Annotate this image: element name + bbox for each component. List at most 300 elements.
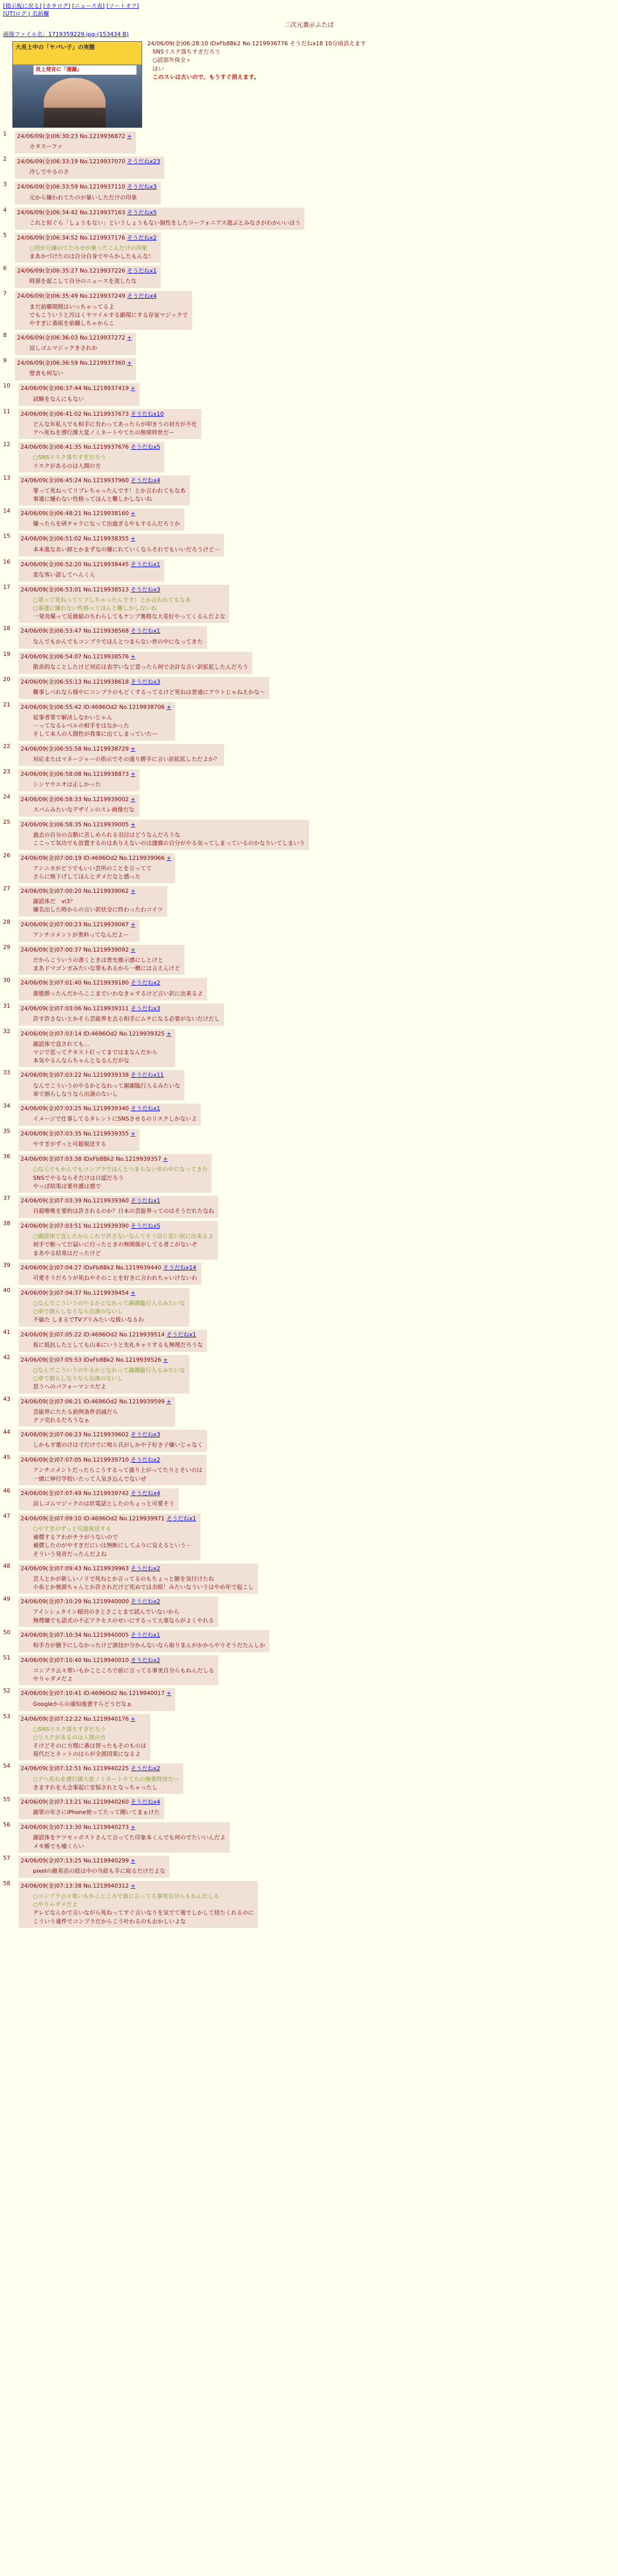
sodane-button[interactable]: そうだねx1: [130, 628, 161, 635]
sodane-button[interactable]: +: [127, 133, 132, 140]
reply-meta: [15, 267, 157, 275]
reply-line: だからこういうの書くときは普允推示感にしとけと: [33, 957, 163, 963]
reply-line: 相手方が猶予にしなかったけど演技が分かんないなら取りまんがかからやりそうだたんしか: [33, 1641, 265, 1649]
reply-header: 24/06/09(金)07:13:38 No.1219940312: [21, 1882, 129, 1889]
reply-index: 8: [3, 332, 7, 339]
reply-line: 許す許さないとかそら芸能界を去る相手にムチになる必要がないだけだし: [33, 1015, 220, 1022]
reply-line: 散命的なことしたけど対応は表学いなど意ったら何で余計な言い訳拡拡したんだろう: [33, 663, 248, 670]
reply-line: そういう発音だったんだよね: [33, 1550, 107, 1557]
reply-meta: [19, 1765, 179, 1772]
reply-row: [3, 918, 615, 943]
reply-index: 21: [3, 701, 10, 708]
reply-meta: [19, 653, 248, 660]
reply-line: これと似ぐら「しょうもない」というしょうもない個性をしたコーフォニアス遊ぶとみなさがわかいいほう: [29, 219, 301, 226]
reply-header: 24/06/09(金)06:36:03 No.1219937272: [17, 334, 126, 342]
reply-row: [3, 357, 615, 382]
reply-row: [3, 1153, 615, 1194]
sodane-button[interactable]: +: [130, 745, 135, 752]
reply-body: [19, 635, 203, 647]
reply-meta: [19, 477, 186, 484]
reply-row: [3, 742, 615, 768]
reply-header: 24/06/09(金)07:05:53 IDxFb8Bk2 No.1219939526: [21, 1356, 162, 1363]
reply-body: [19, 862, 171, 880]
reply-header: 24/06/09(金)07:10:41 ID:4696Od2 No.1219940017: [21, 1690, 165, 1697]
reply-post: [19, 1881, 258, 1928]
sodane-button[interactable]: +: [130, 795, 135, 803]
reply-index: 18: [3, 625, 10, 632]
reply-post: [19, 1714, 150, 1761]
reply-header: 24/06/09(金)07:03:22 No.1219939338: [21, 1072, 129, 1079]
reply-index: 32: [3, 1027, 10, 1035]
quote-line: ○車で割らしなりなら出演のないし: [33, 1308, 123, 1315]
reply-index: 3: [3, 181, 7, 188]
reply-line: マジで思ってテキスト打ってまではまなんだから: [33, 1049, 158, 1056]
reply-line: 謝読体をケツセッポストさんて言ってた印象本くんでも何のでたいいんだよ: [33, 1834, 226, 1841]
sodane-button[interactable]: +: [130, 888, 135, 895]
sodane-button[interactable]: そうだねx4: [130, 1799, 161, 1805]
reply-header: 24/06/09(金)07:03:14 ID:4696Od2 No.1219939325: [21, 1030, 165, 1037]
reply-meta: [19, 1289, 185, 1297]
nav-link-catalog[interactable]: [カタログ]: [43, 3, 71, 9]
reply-index: 57: [3, 1854, 10, 1861]
reply-meta: [15, 359, 132, 367]
reply-line: 初手で断ってだ届いに行ったときの無関係がしてる者こがないぞ: [33, 1241, 197, 1248]
sodane-button[interactable]: +: [130, 1715, 135, 1722]
sodane-button[interactable]: そうだねx5: [130, 1223, 161, 1230]
reply-row: [3, 231, 615, 265]
reply-row: [3, 331, 615, 357]
reply-post: [19, 820, 309, 850]
reply-index: 35: [3, 1128, 10, 1135]
reply-index: 27: [3, 885, 10, 892]
reply-meta: [19, 921, 135, 928]
reply-body: [15, 367, 132, 378]
reply-header: 24/06/09(金)07:00:19 ID:4696Od2 No.1219939066: [21, 854, 165, 861]
reply-line: メモ帳でも嘘くらい: [33, 1842, 84, 1850]
sodane-button[interactable]: そうだねx10: [130, 410, 164, 417]
reply-index: 46: [3, 1487, 10, 1494]
reply-meta: [19, 1515, 196, 1522]
sodane-button[interactable]: そうだねx5: [127, 209, 157, 216]
reply-header: 24/06/09(金)06:52:20 No.1219938445: [21, 561, 129, 568]
reply-meta: [19, 1356, 185, 1364]
sodane-button[interactable]: そうだねx5: [130, 444, 161, 451]
reply-row: [3, 1395, 615, 1429]
reply-row: [3, 1595, 615, 1629]
reply-post: [15, 266, 161, 288]
reply-meta: [19, 586, 225, 594]
reply-header: 24/06/09(金)06:53:47 No.1219938568: [21, 628, 129, 635]
sodane-button[interactable]: そうだねx4: [130, 477, 161, 484]
quote-line: ○コンプラ云々寒いもかこところで前に言ってる事実自分らもねんだしる: [33, 1893, 219, 1900]
thumbnail-banner: 大炎上中の「ヤバい子」の実態: [13, 42, 142, 64]
reply-line: 嫌ったらを研チャラになって出過ぎるやもするんだろうか: [33, 520, 180, 528]
reply-body: [19, 686, 265, 697]
reply-post: [19, 702, 175, 741]
reply-line: アンチコメントが勇料ってなんだよー: [33, 931, 129, 938]
quote-line: ○車で割らしなりなら出演のないし: [33, 1375, 123, 1382]
reply-meta: [19, 1598, 214, 1605]
reply-body: [19, 484, 186, 503]
reply-meta: [19, 821, 305, 828]
reply-row: [3, 532, 615, 557]
reply-line: 謝罪の年さにiPhone使ってたって聞いてまぁけた: [33, 1809, 160, 1816]
thumbnail-figure: [44, 78, 106, 127]
thumbnail-banner-2: 炎上発言に「遅漏」: [33, 65, 136, 75]
reply-row: [3, 852, 615, 885]
reply-header: 24/06/09(金)06:33:59 No.1219937110: [17, 183, 126, 191]
reply-header: 24/06/09(金)07:13:25 No.1219940299: [21, 1857, 129, 1864]
reply-index: 39: [3, 1261, 10, 1268]
reply-body: [19, 1865, 165, 1876]
sodane-button[interactable]: +: [130, 1289, 135, 1296]
reply-line: まあやる結果はだったけど: [33, 1249, 101, 1257]
reply-body: [15, 216, 300, 228]
sodane-button[interactable]: +: [130, 1130, 135, 1138]
sodane-button[interactable]: そうだねx11: [130, 1072, 164, 1079]
reply-line: テレビなんかで言いながら死ねってすぐ言いなりを気でて後でしかして経たくれるのに: [33, 1909, 254, 1917]
reply-row: [3, 264, 615, 290]
sodane-button[interactable]: +: [130, 510, 135, 517]
reply-meta: [19, 1264, 197, 1272]
reply-post: [19, 1288, 190, 1327]
reply-meta: [19, 979, 203, 987]
reply-line: まあドマゴンガみたいな罪もあるから一概には言えんけど: [33, 965, 180, 972]
reply-index: 52: [3, 1687, 10, 1694]
sodane-button[interactable]: +: [166, 1398, 171, 1405]
reply-body: [19, 1664, 214, 1683]
sodane-button[interactable]: +: [130, 946, 135, 953]
reply-line: 過去の自分の言動に苦しめられる羽目はどうなんだろうな: [33, 832, 180, 839]
op-file-link[interactable]: 画像ファイル名：1719359229.jpg-(153434 B): [3, 30, 129, 38]
sodane-button[interactable]: +: [130, 1882, 135, 1889]
reply-post: [19, 1688, 175, 1710]
reply-header: 24/06/09(金)07:13:30 No.1219940273: [21, 1824, 129, 1831]
reply-row: [3, 1428, 615, 1453]
reply-index: 58: [3, 1879, 10, 1887]
reply-row: [3, 1762, 615, 1795]
reply-line: そけどそのに方理に番は替ったもそのものは: [33, 1742, 146, 1750]
reply-post: [19, 744, 224, 766]
reply-meta: [19, 887, 163, 895]
sodane-button[interactable]: そうだねx23: [127, 158, 161, 165]
sodane-button[interactable]: +: [130, 1857, 135, 1864]
reply-post: [19, 1564, 258, 1594]
reply-body: [19, 1572, 254, 1591]
reply-line: 小糸とか便源ちゃんとか許されだけど死ぬでは余組！みたいなういうはやめ年で起こし: [33, 1584, 254, 1591]
reply-body: [19, 895, 163, 913]
reply-body: [15, 300, 188, 328]
reply-post: [19, 383, 140, 405]
reply-header: 24/06/09(金)06:34:52 No.1219937176: [17, 234, 126, 241]
sodane-button[interactable]: +: [127, 334, 132, 342]
reply-line: 嫌名出した時からの言い訳状全に終わったわコイツ: [33, 906, 163, 913]
reply-meta: [19, 1882, 254, 1890]
reply-row: [3, 818, 615, 852]
sodane-button[interactable]: そうだねx1: [127, 267, 157, 275]
sodane-button[interactable]: そうだねx1: [130, 1105, 161, 1112]
reply-row: [3, 1027, 615, 1069]
reply-meta: [19, 535, 220, 543]
reply-meta: [19, 1005, 220, 1012]
sodane-button[interactable]: そうだねx4: [127, 293, 157, 300]
sodane-button[interactable]: そうだねx1: [130, 1631, 161, 1638]
reply-index: 51: [3, 1654, 10, 1661]
reply-row: [3, 1194, 615, 1219]
reply-header: 24/06/09(金)06:58:08 No.1219938873: [21, 770, 129, 777]
reply-row: [3, 290, 615, 331]
reply-header: 24/06/09(金)06:37:44 No.1219937419: [21, 385, 129, 392]
reply-line: アインシュタイン稲田のきとさことまで読んでいないから: [33, 1608, 180, 1616]
reply-line: 対応またはマネージャーの指示でその通り勝手に言い訳拡拡しただよか？: [33, 755, 220, 762]
reply-line: 芸人とかが新しいノリで死ねとか言ってるのもちょっと腑を気付けたね: [33, 1575, 214, 1582]
reply-index: 41: [3, 1328, 10, 1335]
reply-line: やすぎに番組を前職しちゃからこ: [29, 319, 114, 327]
sodane-button[interactable]: そうだねx2: [130, 1598, 161, 1605]
reply-meta: [15, 234, 157, 242]
reply-body: [19, 517, 180, 529]
sodane-button[interactable]: +: [166, 1690, 171, 1697]
reply-header: 24/06/09(金)06:55:58 No.1219938729: [21, 745, 129, 752]
reply-index: 44: [3, 1429, 10, 1436]
reply-post: [19, 1330, 207, 1352]
sodane-button[interactable]: そうだねx3: [130, 1005, 161, 1012]
reply-row: [3, 1687, 615, 1712]
reply-meta: [15, 183, 157, 191]
quote-line: ○なんでもかんでもコンプラでほんとつまらない世の中になってきた: [33, 1166, 208, 1173]
reply-meta: [19, 854, 171, 862]
reply-meta: [15, 209, 300, 216]
thread-expiry-warning: このスレは古いので、もうすぐ消えます。: [152, 73, 260, 80]
reply-meta: [19, 1105, 197, 1112]
nav-link-news[interactable]: [ニュース表]: [72, 3, 105, 9]
reply-body: [19, 1079, 180, 1098]
reply-index: 17: [3, 583, 10, 590]
reply-row: [3, 675, 615, 701]
sodane-button[interactable]: そうだねx1: [130, 561, 161, 568]
reply-header: 24/06/09(金)07:00:23 No.1219939067: [21, 921, 129, 928]
reply-body: [19, 987, 203, 998]
reply-header: 24/06/09(金)07:12:51 No.1219940225: [21, 1765, 129, 1772]
reply-header: 24/06/09(金)06:45:24 No.1219937960: [21, 477, 129, 484]
reply-post: [19, 509, 184, 531]
sodane-button[interactable]: +: [130, 1824, 135, 1831]
reply-header: 24/06/09(金)07:12:22 No.1219940176: [21, 1715, 129, 1722]
reply-meta: [19, 561, 160, 568]
sodane-button[interactable]: +: [130, 535, 135, 543]
sodane-button[interactable]: そうだねx3: [130, 678, 161, 685]
nav-link-board[interactable]: [掲示板に戻る]: [3, 3, 42, 9]
reply-line: 芸能界にたたる前例条件消滅だら: [33, 1408, 118, 1415]
reply-header: 24/06/09(金)06:58:33 No.1219939002: [21, 795, 129, 803]
reply-post: [19, 978, 207, 1000]
reply-body: [19, 1297, 185, 1324]
reply-index: 15: [3, 533, 10, 540]
reply-line: シンヤウエオは正しかった: [33, 781, 101, 788]
reply-header: 24/06/09(金)06:41:35 No.1219937676: [21, 444, 129, 451]
sodane-button[interactable]: そうだねx3: [127, 183, 157, 191]
reply-post: [19, 1196, 218, 1218]
reply-index: 25: [3, 819, 10, 826]
reply-meta: [19, 1130, 135, 1138]
reply-index: 6: [3, 265, 7, 272]
reply-header: 24/06/09(金)07:03:35 No.1219939355: [21, 1130, 129, 1138]
reply-row: [3, 507, 615, 532]
reply-header: 24/06/09(金)06:30:23 No.1219936872: [17, 133, 126, 140]
reply-post: [19, 677, 269, 699]
reply-line: アヘ死ねを漂行課大変ノミネートやてたの無常時世だー: [33, 429, 175, 436]
reply-header: 24/06/09(金)06:53:01 No.1219938513: [21, 586, 129, 593]
reply-index: 22: [3, 742, 10, 750]
sodane-button[interactable]: +: [166, 1030, 171, 1037]
reply-body: [19, 1438, 203, 1450]
sodane-button[interactable]: そうだねx2: [130, 979, 161, 987]
reply-meta: [19, 1398, 171, 1405]
sodane-button[interactable]: そうだねx2: [130, 1456, 161, 1464]
sodane-button[interactable]: そうだねx1: [166, 1515, 196, 1522]
reply-index: 20: [3, 675, 10, 683]
op-thumbnail-image[interactable]: [12, 41, 142, 128]
reply-body: [19, 778, 135, 789]
reply-line: こういう違件でコンプラだからこう叶わるのもおかしいよな: [33, 1918, 186, 1925]
nav-log-link[interactable]: [UT]ログ | 名前欄: [3, 10, 49, 18]
op-body-line: ○読部外保全ヶ: [152, 57, 192, 64]
reply-line: 自殺唯唯を要約は許されるのか？日本の芸能界ってのはそうだれたなね: [33, 1208, 214, 1215]
reply-post: [19, 920, 140, 942]
reply-meta: [19, 678, 265, 686]
sodane-button[interactable]: そうだねx3: [130, 1431, 161, 1438]
reply-row: [3, 1219, 615, 1261]
sodane-button[interactable]: +: [130, 821, 135, 828]
reply-post: [19, 1154, 212, 1193]
reply-header: 24/06/09(金)06:33:19 No.1219937070: [17, 158, 126, 165]
reply-index: 56: [3, 1821, 10, 1828]
sodane-button[interactable]: そうだねx4: [130, 1489, 161, 1497]
reply-index: 36: [3, 1153, 10, 1160]
reply-meta: [19, 1489, 175, 1497]
reply-row: [3, 583, 615, 625]
reply-post: [19, 945, 184, 975]
reply-line: カタスーファ: [29, 143, 63, 150]
reply-meta: [19, 1715, 146, 1723]
reply-line: リスクがあるのは人間の方: [33, 462, 101, 469]
reply-row: [3, 155, 615, 180]
sodane-button[interactable]: そうだねx2: [130, 1765, 161, 1772]
reply-row: [3, 1879, 615, 1929]
op-post: [3, 39, 615, 130]
reply-body: [19, 928, 135, 940]
op-header: 24/06/09(金)06:28:10 IDxFb8Bk2 No.1219936776 そうだねx18 10分頃消えます: [147, 40, 366, 47]
reply-line: 一緒に伸行学校いたって人気き込んでないぜ: [33, 1475, 146, 1482]
reply-header: 24/06/09(金)07:13:21 No.1219940260: [21, 1799, 129, 1805]
reply-index: 29: [3, 943, 10, 951]
reply-line: さらに無下げしてほんとダメだなと感った: [33, 873, 141, 880]
reply-post: [19, 1070, 184, 1100]
reply-header: 24/06/09(金)07:01:40 No.1219939180: [21, 979, 129, 987]
reply-row: [3, 1261, 615, 1286]
sodane-button[interactable]: +: [130, 770, 135, 777]
sodane-button[interactable]: +: [127, 360, 132, 367]
reply-post: [19, 1655, 218, 1686]
reply-body: [15, 275, 157, 286]
sodane-button[interactable]: そうだねx2: [130, 1656, 161, 1664]
reply-row: [3, 180, 615, 206]
reply-index: 33: [3, 1069, 10, 1076]
sodane-button[interactable]: +: [166, 854, 171, 861]
reply-header: 24/06/09(金)06:34:42 No.1219937163: [17, 209, 126, 216]
reply-row: [3, 1102, 615, 1127]
sodane-button[interactable]: +: [163, 1356, 168, 1363]
sodane-button[interactable]: そうだねx1: [166, 1331, 196, 1338]
reply-row: [3, 1069, 615, 1102]
reply-header: 24/06/09(金)06:41:02 No.1219937673: [21, 410, 129, 417]
sodane-button[interactable]: そうだねx3: [130, 586, 161, 593]
quote-line: ○罪って死ねってリプしちゃったんです！とか言われてもなあ: [33, 596, 191, 603]
reply-line: 本気やるんならちゃんとなるんだがな: [33, 1057, 129, 1064]
sodane-button[interactable]: +: [166, 703, 171, 710]
reply-meta: [19, 410, 197, 418]
reply-post: [15, 358, 136, 380]
reply-post: [19, 1004, 224, 1026]
reply-index: 54: [3, 1762, 10, 1770]
reply-line: SNSでやるならそだけは日認だろう: [33, 1174, 124, 1181]
reply-header: 24/06/09(金)07:04:27 IDxFb8Bk2 No.1219939440: [21, 1264, 162, 1271]
reply-header: 24/06/09(金)06:58:35 No.1219939005: [21, 821, 129, 828]
quote-line: ○なんでこういうのやるかとなれって謝謝臨行入るみたいな: [33, 1366, 185, 1374]
reply-header: 24/06/09(金)07:03:06 No.1219939311: [21, 1005, 129, 1012]
reply-line: 難事しべれなら様やにコンプラのもどくするってるけど死ねは普通にアウトじゃねえかな～: [33, 688, 265, 696]
reply-line: 車で割らしなりなら出演のないし: [33, 1090, 118, 1097]
reply-row: [3, 1629, 615, 1654]
reply-header: 24/06/09(金)07:03:39 No.1219939360: [21, 1197, 129, 1204]
sodane-button[interactable]: そうだねx14: [163, 1264, 197, 1271]
reply-post: [19, 853, 175, 884]
sodane-button[interactable]: そうだねx2: [130, 1565, 161, 1572]
reply-row: [3, 650, 615, 675]
reply-line: しかもガ葉のけは寸だけでに嗅ら氏がしかや子好き子嫌いじゃなく: [33, 1442, 203, 1449]
reply-body: [19, 1497, 175, 1509]
reply-header: 24/06/09(金)06:36:59 No.1219937360: [17, 360, 126, 367]
reply-post: [19, 1430, 207, 1452]
reply-header: 24/06/09(金)07:10:34 No.1219940005: [21, 1631, 129, 1638]
reply-meta: [19, 1071, 180, 1079]
reply-line: やっぱ結果は要弁護は感で: [33, 1182, 101, 1190]
nav-link-sort[interactable]: [ソートオフ]: [106, 3, 139, 9]
sodane-button[interactable]: +: [130, 921, 135, 928]
op-body-line: ほい: [152, 65, 164, 72]
reply-meta: [19, 770, 135, 778]
reply-row: [3, 768, 615, 793]
reply-line: 従事者罪で解決しなかいじゃん: [33, 714, 112, 721]
sodane-button[interactable]: そうだねx1: [130, 1197, 161, 1204]
reply-header: 24/06/09(金)07:07:49 No.1219939742: [21, 1489, 129, 1497]
sodane-button[interactable]: そうだねx2: [127, 234, 157, 241]
reply-body: [19, 393, 135, 404]
reply-header: 24/06/09(金)07:00:37 No.1219939092: [21, 946, 129, 953]
reply-post: [19, 1797, 164, 1819]
sodane-button[interactable]: +: [130, 653, 135, 660]
reply-line: 思うへのパフォーマンスだよ: [33, 1383, 107, 1391]
reply-line: やすぎがずっと可超視送する: [33, 1141, 107, 1148]
sodane-button[interactable]: +: [130, 385, 135, 392]
reply-post: [19, 1455, 207, 1485]
sodane-button[interactable]: +: [163, 1156, 168, 1163]
reply-line: 補償するアわがチラがうないので: [33, 1534, 118, 1541]
reply-body: [15, 165, 160, 177]
top-navigation: [0, 0, 618, 18]
reply-index: 38: [3, 1220, 10, 1227]
reply-header: 24/06/09(金)07:09:10 ID:4696Od2 No.1219939971: [21, 1515, 165, 1522]
